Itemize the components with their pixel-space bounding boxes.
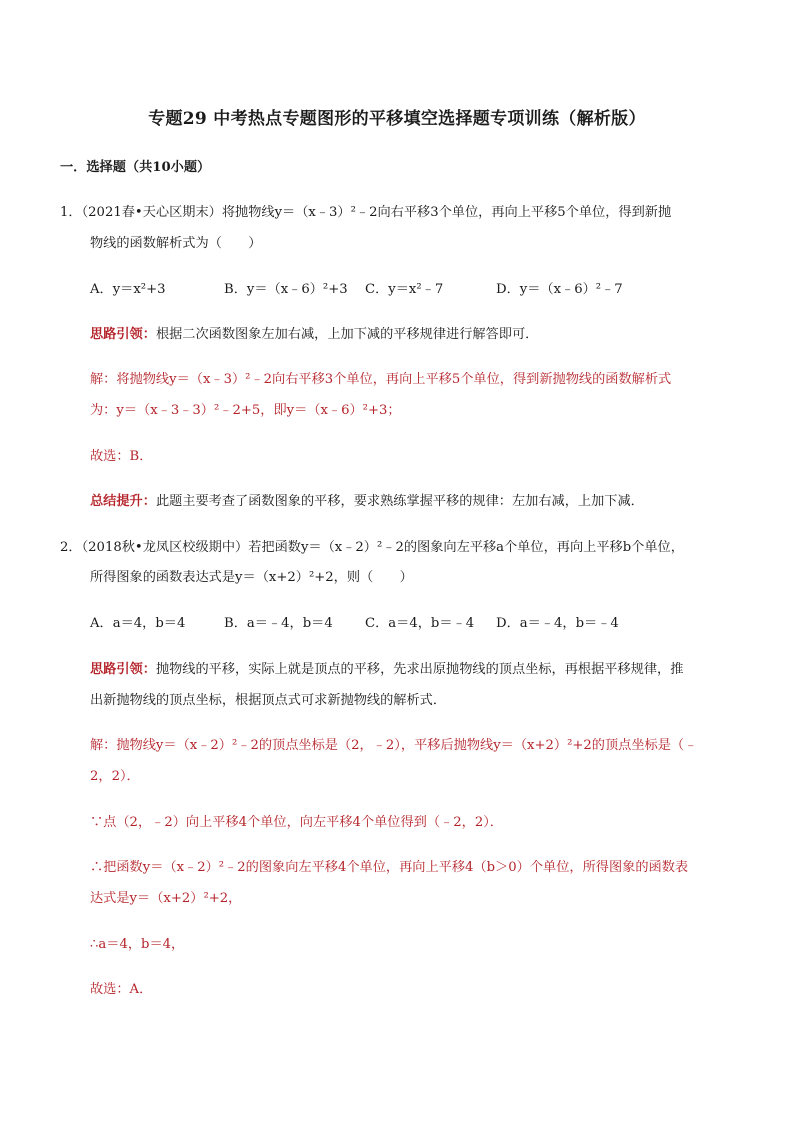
- question-2-solution-line-1: 解：抛物线y＝（x﹣2）²﹣2的顶点坐标是（2，﹣2），平移后抛物线y＝（x+2）²+2的顶点坐标是（﹣: [90, 738, 698, 753]
- question-1-answer: 故选：B．: [90, 449, 153, 464]
- question-2-solution-line-4: ∴把函数y＝（x﹣2）²﹣2的图象向左平移4个单位，再向上平移4（b＞0）个单位，所得图象的函数表: [90, 860, 689, 875]
- question-1-option-b: B．y＝（x﹣6）²+3: [224, 282, 348, 297]
- question-2-solution-line-3: ∵点（2，﹣2）向上平移4个单位，向左平移4个单位得到（﹣2，2）．: [90, 815, 503, 830]
- question-1-option-a: A．y＝x²+3: [90, 282, 166, 297]
- question-1-option-c: C．y＝x²﹣7: [365, 282, 444, 297]
- question-2-hint-line-2: 出新抛物线的顶点坐标，根据顶点式可求新抛物线的解析式．: [90, 693, 447, 708]
- question-2-hint-line-1: [90, 660, 740, 680]
- question-2-answer: 故选：A．: [90, 982, 153, 997]
- section-heading: 一．选择题（共10小题）: [60, 160, 211, 175]
- question-1-hint: [90, 325, 740, 345]
- page-title: 专题29 中考热点专题图形的平移填空选择题专项训练（解析版）: [148, 109, 646, 129]
- question-2-stem-line-1: 2．（2018秋•龙凤区校级期中）若把函数y＝（x﹣2）²﹣2的图象向左平移a个单位，再向上平移b个单位，: [60, 540, 684, 555]
- question-2-solution-line-6: ∴a＝4，b＝4，: [90, 937, 185, 952]
- question-1-option-d: D．y＝（x﹣6）²﹣7: [496, 282, 623, 297]
- hint-text: 抛物线的平移，实际上就是顶点的平移，先求出原抛物线的顶点坐标，再根据平移规律，推: [155, 662, 684, 677]
- question-1-stem-line-1: 1．（2021春•天心区期末）将抛物线y＝（x﹣3）²﹣2向右平移3个单位，再向上平移5个单位，得到新抛: [60, 205, 672, 220]
- question-2-stem-line-2: 所得图象的函数表达式是y＝（x+2）²+2，则（ ）: [90, 570, 413, 585]
- question-2-option-b: B．a＝﹣4，b＝4: [224, 616, 333, 631]
- question-1-solution-line-1: 解：将抛物线y＝（x﹣3）²﹣2向右平移3个单位，再向上平移5个单位，得到新抛物线的函数解析式: [90, 372, 672, 387]
- question-2-option-a: A．a＝4，b＝4: [90, 616, 186, 631]
- question-1-stem-line-2: 物线的函数解析式为（ ）: [90, 236, 262, 251]
- question-1-summary: [90, 492, 740, 512]
- summary-label: 总结提升：: [90, 494, 156, 509]
- question-2-option-c: C．a＝4，b＝﹣4: [365, 616, 475, 631]
- hint-label: 思路引领：: [90, 327, 156, 342]
- question-2-solution-line-5: 达式是y＝（x+2）²+2，: [90, 891, 242, 906]
- question-1-solution-line-2: 为：y＝（x﹣3﹣3）²﹣2+5，即y＝（x﹣6）²+3；: [90, 403, 401, 418]
- summary-text: 此题主要考查了函数图象的平移，要求熟练掌握平移的规律：左加右减，上加下减．: [155, 494, 644, 509]
- hint-label: 思路引领：: [90, 662, 156, 677]
- question-2-solution-line-2: 2，2）．: [90, 769, 140, 784]
- question-2-option-d: D．a＝﹣4，b＝﹣4: [496, 616, 619, 631]
- hint-text: 根据二次函数图象左加右减，上加下减的平移规律进行解答即可．: [155, 327, 539, 342]
